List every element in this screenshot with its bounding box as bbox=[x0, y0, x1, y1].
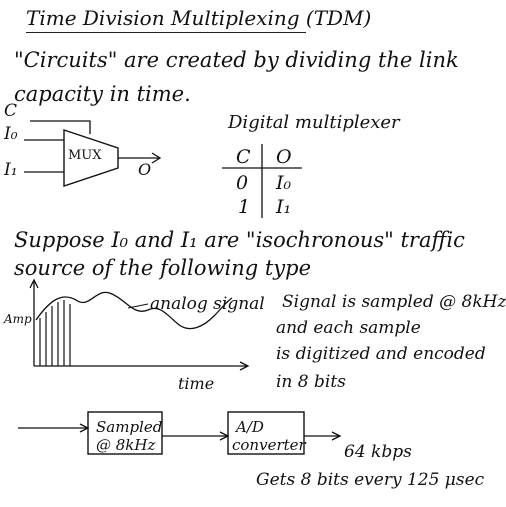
curve-label-pointer bbox=[128, 304, 148, 308]
table-row1-c: 0 bbox=[236, 172, 249, 194]
table-header-o: O bbox=[276, 146, 292, 168]
table-row2-o: I₁ bbox=[276, 196, 292, 218]
graph-x-label: time bbox=[178, 374, 215, 393]
mux-select-label: C bbox=[4, 101, 18, 121]
pipeline-mid-arrow bbox=[162, 432, 228, 440]
graph-x-axis bbox=[34, 362, 248, 370]
signal-note-line-3: is digitized and encoded bbox=[276, 344, 486, 364]
suppose-line-1: Suppose I₀ and I₁ are "isochronous" traffic bbox=[14, 228, 465, 252]
page-title: Time Division Multiplexing (TDM) bbox=[26, 6, 372, 30]
intro-line-2: capacity in time. bbox=[14, 82, 191, 106]
mux-output-label: O bbox=[138, 160, 152, 179]
mux-box-label: MUX bbox=[68, 148, 102, 163]
suppose-line-2: source of the following type bbox=[14, 256, 312, 280]
signal-note-line-2: and each sample bbox=[276, 318, 421, 338]
sampler-label-2: @ 8kHz bbox=[96, 436, 156, 454]
table-header-c: C bbox=[236, 146, 251, 168]
converter-label-2: converter bbox=[232, 436, 306, 454]
curve-label: analog signal bbox=[150, 294, 265, 314]
table-row2-c: 1 bbox=[238, 196, 251, 218]
mux-input0-label: I₀ bbox=[4, 124, 18, 144]
pipeline-output-arrow bbox=[304, 432, 340, 440]
signal-note-line-1: Signal is sampled @ 8kHz bbox=[282, 292, 506, 312]
table-heading: Digital multiplexer bbox=[228, 112, 400, 133]
converter-label-1: A/D bbox=[236, 418, 264, 436]
intro-line-1: "Circuits" are created by dividing the link bbox=[14, 48, 459, 72]
output-rate: 64 kbps bbox=[344, 442, 412, 462]
mux-input1-label: I₁ bbox=[4, 160, 18, 180]
sampler-label-1: Sampled bbox=[96, 418, 163, 436]
rate-footnote: Gets 8 bits every 125 μsec bbox=[256, 470, 485, 490]
pipeline-input-arrow bbox=[18, 424, 88, 432]
mux-select-line bbox=[30, 121, 90, 134]
signal-note-line-4: in 8 bits bbox=[276, 372, 346, 392]
table-row1-o: I₀ bbox=[276, 172, 292, 194]
graph-y-label: Amp bbox=[4, 312, 32, 326]
